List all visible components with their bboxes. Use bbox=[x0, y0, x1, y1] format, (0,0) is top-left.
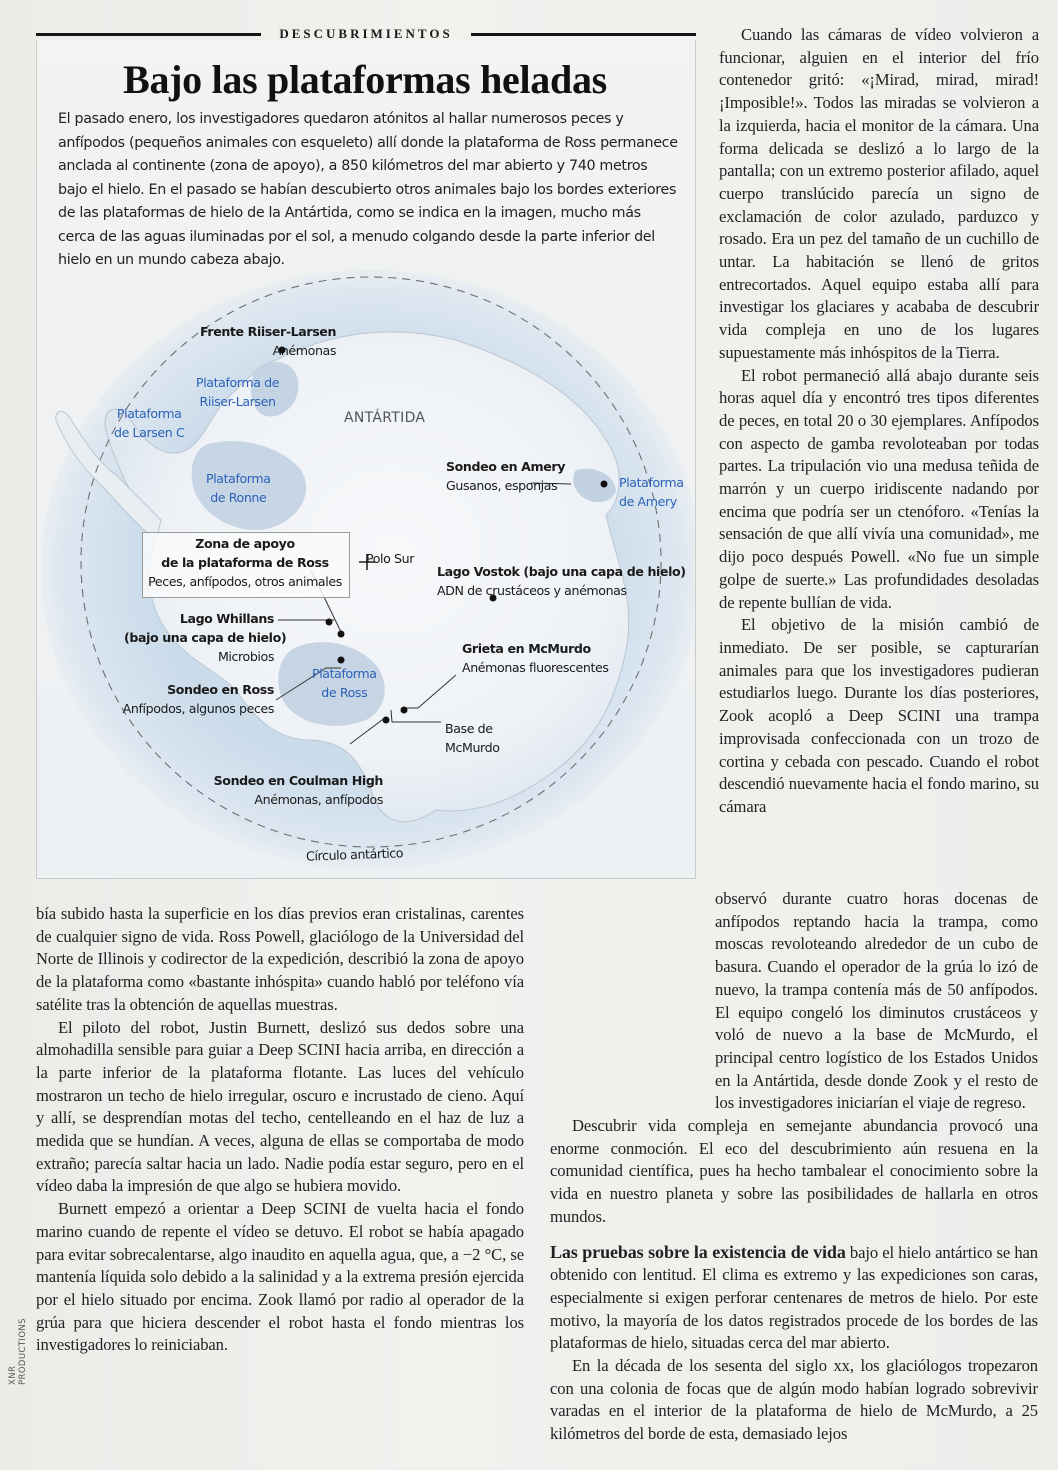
subsection-lead: Las pruebas sobre la existencia de vida bbox=[550, 1241, 846, 1262]
shelf-name: de Ronne bbox=[210, 490, 267, 505]
shelf-name: de Ross bbox=[321, 685, 368, 700]
site-name: Sondeo en Coulman High bbox=[213, 773, 383, 788]
header-rule-right bbox=[471, 33, 696, 36]
article-paragraph: El robot permaneció allá abajo durante seis horas aquel día y encontró tres tipos diferentes de peces, en total 20 o 30 ejemplares. Anfípodos con aspecto de gamba revoloteaban por todas partes. La tripulación vio una medusa teñida de marrón y un cuerpo iridiscente nadando por encima que podría ser un ctenóforo. «Tenías la sensación de que allí vivía una comunidad», me dijo poco después Powell. «No fue un simple golpe de suerte.» Las profundidades desoladas de repente bullían de vida. bbox=[719, 365, 1039, 612]
site-name: de la plataforma de Ross bbox=[161, 555, 329, 570]
shelf-name: Plataforma bbox=[312, 666, 377, 681]
site-name: McMurdo bbox=[445, 740, 500, 755]
article-column-left bbox=[36, 903, 524, 1357]
shelf-name: Plataforma bbox=[116, 406, 182, 421]
site-dot-mcmurdo-crack bbox=[401, 707, 408, 714]
site-name: Base de bbox=[445, 721, 493, 736]
article-paragraph bbox=[550, 1241, 1038, 1356]
site-name: Grieta en McMurdo bbox=[462, 641, 591, 656]
site-dot-whillans bbox=[326, 619, 333, 626]
site-vostok bbox=[437, 562, 686, 600]
shelf-ronne bbox=[206, 469, 271, 507]
article-paragraph: bía subido hasta la superficie en los días previos eran cristalinas, carentes de cualquier signo de vida. Ross Powell, glaciólogo de la Universidad del Norte de Illinois y codirector de la expedición, describió la zona de apoyo de la plataforma como «bastante inhóspita» cuando habló por teléfono vía satélite tras la obtención de aquellas muestras. bbox=[36, 904, 524, 1014]
site-finding: Microbios bbox=[217, 649, 274, 664]
shelf-name: de Amery bbox=[619, 494, 677, 509]
shelf-riiser-larsen bbox=[196, 373, 279, 411]
site-dot-amery bbox=[601, 481, 608, 488]
article-paragraph: Cuando las cámaras de vídeo volvieron a funcionar, alguien en el interior del frío contenedor gritó: «¡Mirad, mirad, mirad! ¡Imposible!». Todos las miradas se volvieron a la izquierda, hacia el monitor de la cámara. Una forma delicada se deslizó a lo largo de la pantalla; con un extremo posterior afilado, aquel cuerpo translúcido parecía un signo de exclamación de color azulado, parduzco y rosado. Era un pez del tamaño de un cuchillo de untar. La habitación se llenó de gritos entrecortados. Aquel equipo estaba allí para investigar los glaciares y acababa de descubrir vida compleja en uno de los lugares supuestamente más inhóspitos de la Tierra. bbox=[719, 25, 1039, 362]
site-finding: Anémonas bbox=[272, 343, 337, 358]
site-finding: Anfípodos, algunos peces bbox=[122, 701, 274, 716]
site-name: Frente Riiser-Larsen bbox=[200, 324, 337, 339]
site-name: Lago Vostok (bajo una capa de hielo) bbox=[437, 564, 686, 579]
site-riiser-larsen bbox=[200, 322, 336, 360]
shelf-name: de Larsen C bbox=[114, 425, 185, 440]
site-dot-ross-drill bbox=[338, 657, 345, 664]
shelf-amery bbox=[619, 473, 684, 511]
site-name: Sondeo en Amery bbox=[446, 459, 566, 474]
site-ross-drill bbox=[110, 680, 274, 718]
site-name: Lago Whillans bbox=[179, 611, 274, 626]
site-coulman-high bbox=[190, 771, 383, 809]
site-name: Sondeo en Ross bbox=[167, 682, 274, 697]
site-finding: Peces, anfípodos, otros animales bbox=[148, 574, 342, 589]
site-mcmurdo-base bbox=[445, 719, 500, 757]
article-paragraph: El piloto del robot, Justin Burnett, deslizó sus dedos sobre una almohadilla sensible para guiar a Deep SCINI hacia arriba, en dirección a la parte inferior de la plataforma flotante. Las luces del vehículo mostraron un techo de hielo irregular, oscuro e incrustado de cieno. Aquí y allí, se desprendían motas del techo, centelleando en el haz de luz a medida que se hundían. A veces, alguna de ellas se comportaba de modo extraño; parecía saltar hacia un lado. Nadie podía estar seguro, pero en el vídeo daba la impresión de que algo se hubiera movido. bbox=[36, 1017, 524, 1196]
site-dot-coulman-high bbox=[383, 717, 390, 724]
article-text: bajo el hielo antártico se han obtenido con lentitud. El clima es extremo y las expediciones son caras, especialmente si exigen perforar centenares de metros de hielo. Por este motivo, la mayoría de los datos registrados procede de los bordes de las plataformas de hielo, situadas cerca del mar abierto. bbox=[550, 1242, 1038, 1353]
article-text: observó durante cuatro horas docenas de anfípodos reptando hacia la trampa, como moscas revoloteando alrededor de un cubo de basura. Cuando el operador de la grúa lo izó de nuevo, la trampa contenía más de 50 anfípodos. El equipo congeló los diminutos crustáceos y voló de nuevo a la base de McMurdo, el principal centro logístico de los Estados Unidos en la Antártida, desde donde Zook y el resto de los investigadores iniciarían el viaje de regreso. bbox=[715, 889, 1038, 1113]
article-paragraph: En la década de los sesenta del siglo xx, los glaciólogos tropezaron con una colonia de focas que de algún modo habían logrado sobrevivir varadas en el interior de la plataforma de hielo de McMurdo, a 25 kilómetros del borde de esta, demasiado lejos bbox=[550, 1356, 1038, 1444]
article-paragraph: El objetivo de la misión cambió de inmediato. De ser posible, se capturarían animales para que los investigadores pudieran estudiarlos luego. Durante los días posteriores, Zook acopló a Deep SCINI una trampa improvisada confeccionada con un trozo de cortina y cebada con pescado. Cuando el robot descendió nuevamente hacia el fondo marino, su cámara bbox=[719, 615, 1039, 816]
article-paragraph bbox=[550, 888, 1038, 1115]
sidebar-intro: El pasado enero, los investigadores quedaron atónitos al hallar numerosos peces y anfípodos (pequeños animales con esqueleto) allí donde la plataforma de Ross permanece anclada al continente (zona de apoyo), a 850 kilómetros del mar abierto y 740 metros bajo el hielo. En el pasado se habían descubierto otros animales bajo los bordes exteriores de las plataformas de hielo de la Antártida, como se indica en la imagen, mucho más cerca de las aguas iluminadas por el sol, a menudo colgando desde la parte inferior del hielo en un mundo cabeza abajo. bbox=[58, 111, 678, 268]
image-credit: XNR PRODUCTIONS bbox=[8, 1318, 28, 1385]
shelf-name: Plataforma bbox=[206, 471, 271, 486]
antarctic-circle-label: Círculo antártico bbox=[305, 845, 404, 864]
site-finding: Gusanos, esponjas bbox=[446, 478, 558, 493]
article-paragraph: Descubrir vida compleja en semejante abundancia provocó una enorme conmoción. El eco del descubrimiento aún resuena en la comunidad científica, pues ha hecho tambalear el conocimiento sobre la vida en nuestro planeta y sobre las posibilidades de hallarla en otros mundos. bbox=[550, 1116, 1038, 1226]
site-dot-ross-grounding bbox=[338, 631, 345, 638]
article-column-right-bottom bbox=[550, 888, 1038, 1446]
site-whillans bbox=[124, 609, 287, 666]
shelf-name: Riiser-Larsen bbox=[199, 394, 276, 409]
site-finding: Anémonas fluorescentes bbox=[462, 660, 609, 675]
article-column-right-top bbox=[719, 24, 1039, 819]
section-header bbox=[36, 24, 696, 44]
south-pole-label: Polo Sur bbox=[366, 551, 415, 566]
site-finding: ADN de crustáceos y anémonas bbox=[437, 583, 627, 598]
shelf-name: Plataforma de bbox=[196, 375, 280, 390]
site-ross-grounding-zone bbox=[142, 534, 348, 591]
continent-label: ANTÁRTIDA bbox=[344, 410, 426, 426]
header-rule-left bbox=[36, 33, 261, 36]
section-label: DESCUBRIMIENTOS bbox=[279, 26, 453, 41]
site-mcmurdo-crack bbox=[462, 639, 609, 677]
site-name: (bajo una capa de hielo) bbox=[124, 630, 287, 645]
shelf-larsen-c bbox=[114, 404, 184, 442]
shelf-ross bbox=[312, 664, 377, 702]
sidebar-title: Bajo las plataformas heladas bbox=[123, 57, 607, 102]
shelf-name: Plataforma bbox=[619, 475, 684, 490]
site-amery bbox=[446, 457, 565, 495]
site-finding: Anémonas, anfípodos bbox=[254, 792, 383, 807]
article-paragraph: Burnett empezó a orientar a Deep SCINI de vuelta hacia el fondo marino cuando de repente el vídeo se detuvo. El robot se había apagado para evitar sobrecalentarse, algo inaudito en aquella agua, que, a −2 °C, se mantenía líquida solo debido a la salinidad y a la extrema presión ejercida por el hielo situado por encima. Zook llamó por radio al operador de la grúa para que hiciera descender el robot hasta el fondo mientras los investigadores lo reiniciaban. bbox=[36, 1199, 524, 1355]
site-name: Zona de apoyo bbox=[195, 536, 295, 551]
